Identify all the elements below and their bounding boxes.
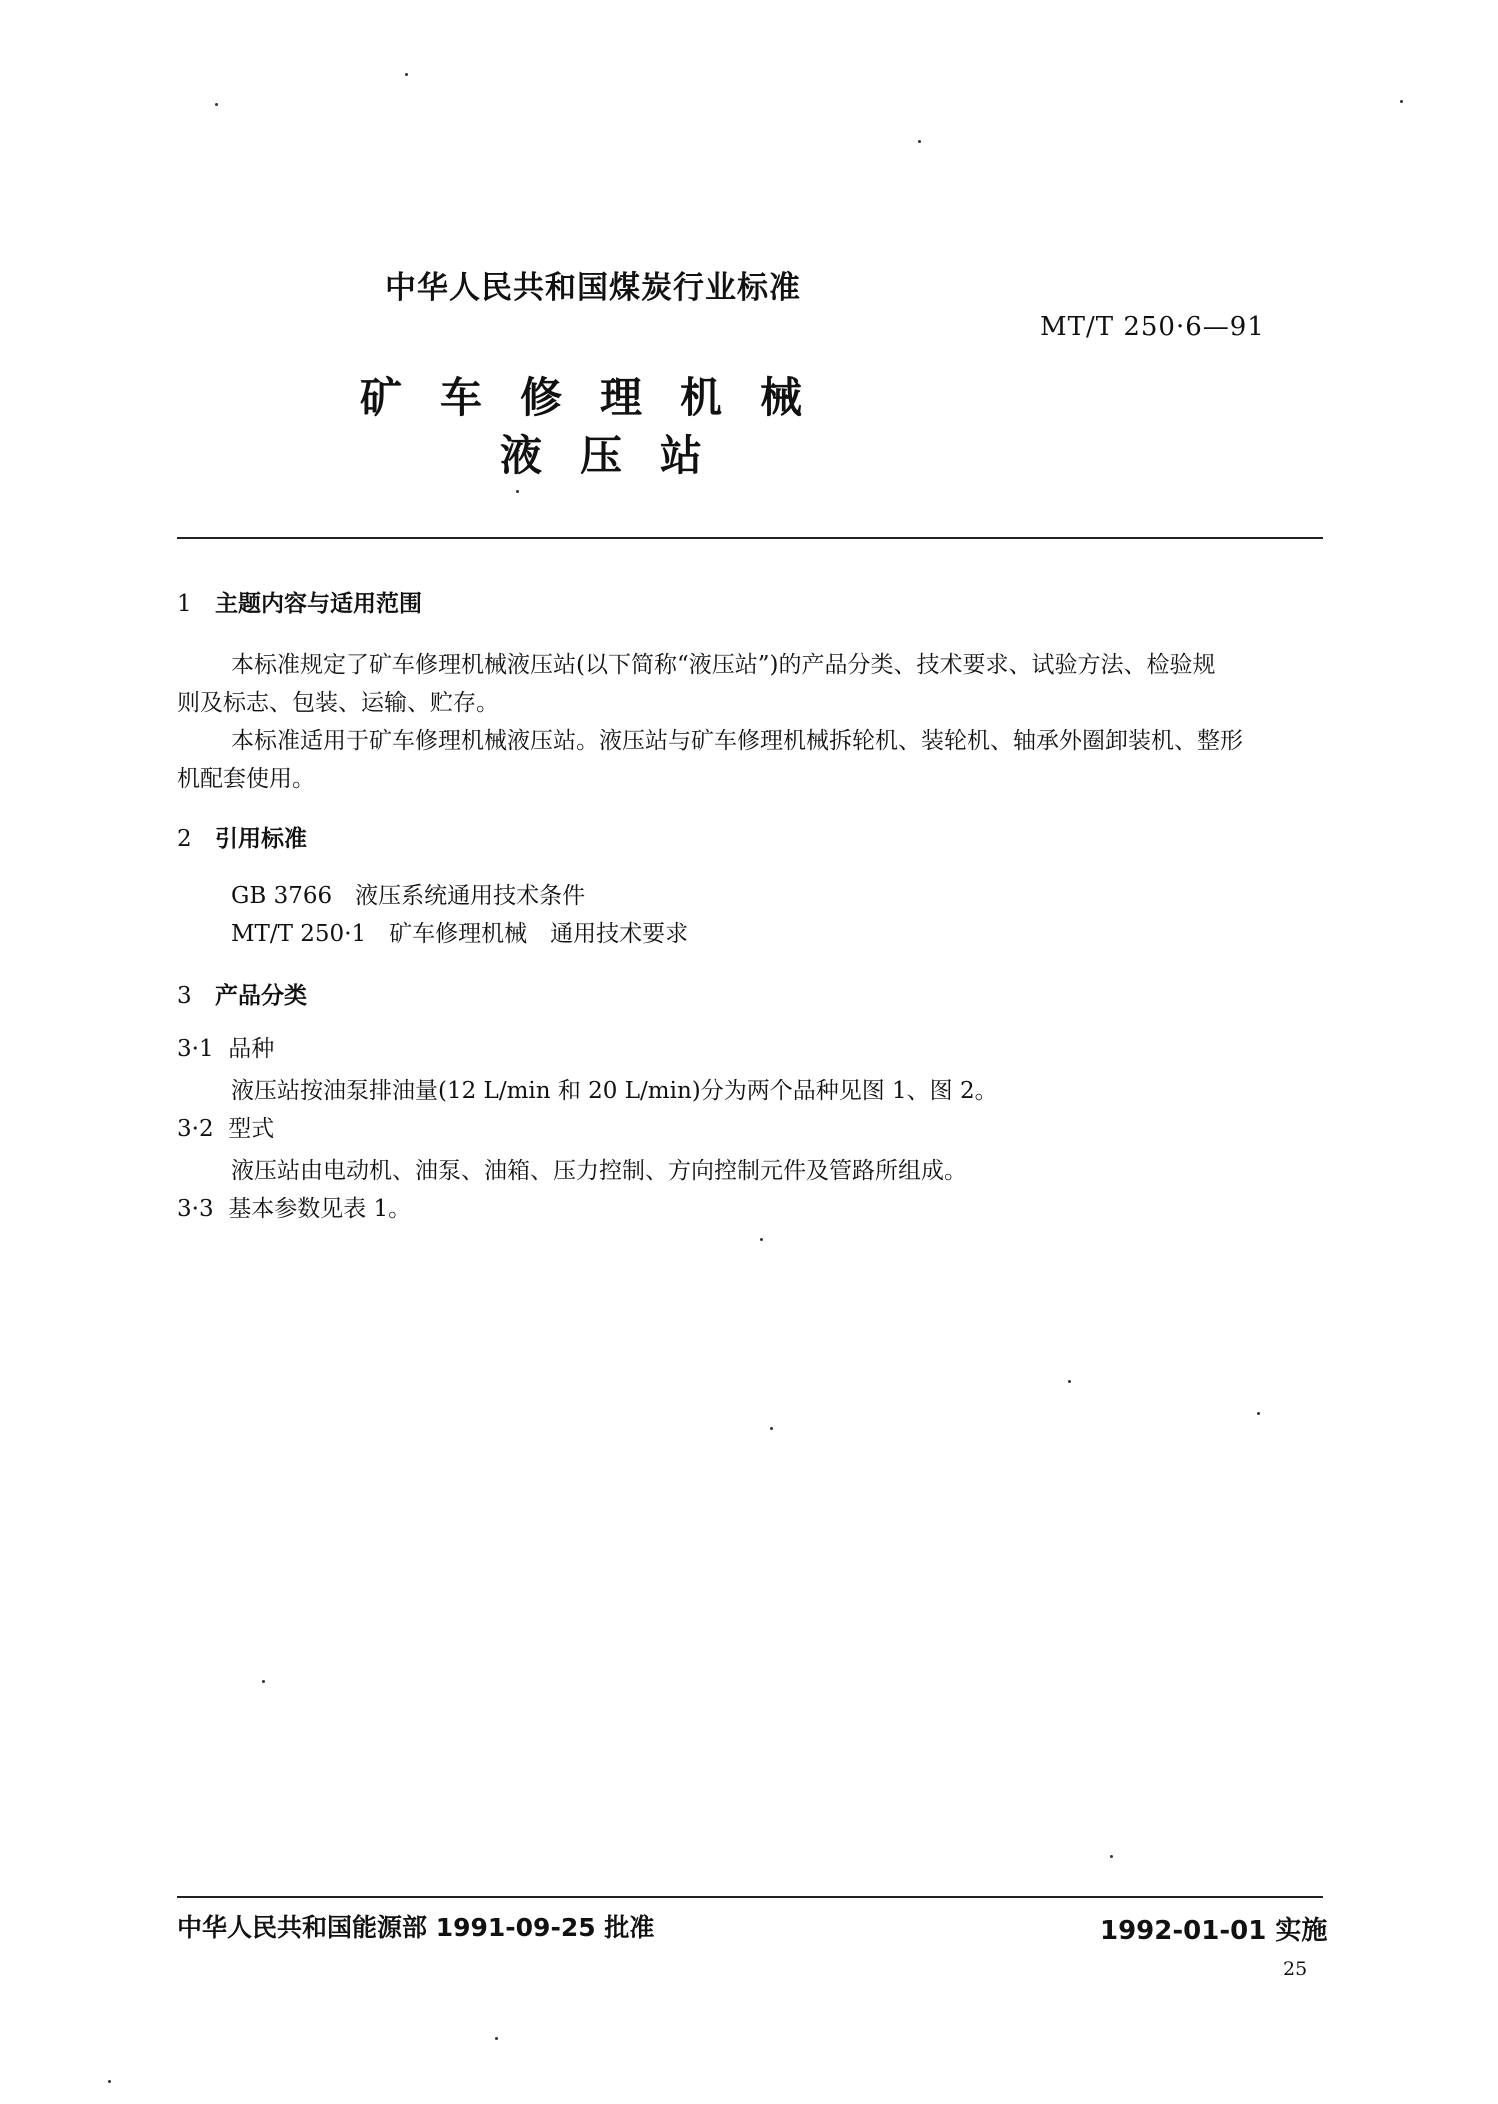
section-1-heading	[177, 585, 422, 618]
document-title-line1: 矿车修理机械	[360, 373, 841, 422]
effective-date: 1992-01-01 实施	[1100, 1916, 1328, 1946]
paragraph-line: 机配套使用。	[177, 766, 315, 792]
scan-speck	[516, 490, 519, 493]
section-number: 1	[177, 591, 192, 617]
header-divider	[177, 537, 1323, 539]
scan-speck	[215, 103, 218, 106]
scan-speck	[1068, 1380, 1071, 1383]
scan-speck	[405, 73, 408, 76]
reference-item: MT/T 250·1 矿车修理机械 通用技术要求	[231, 921, 689, 947]
page-number: 25	[1283, 1958, 1308, 1980]
section-number: 3	[177, 983, 192, 1009]
scan-speck	[262, 1680, 265, 1683]
scan-speck	[760, 1238, 763, 1241]
subsection-title: 品种	[228, 1036, 275, 1062]
paragraph-line: 则及标志、包装、运输、贮存。	[177, 690, 499, 716]
paragraph-line: 液压站由电动机、油泵、油箱、压力控制、方向控制元件及管路所组成。	[231, 1158, 967, 1184]
section-title: 引用标准	[215, 826, 307, 852]
subsection-number: 3·3	[177, 1196, 214, 1222]
subsection-3-2-heading	[177, 1110, 274, 1148]
reference-item: GB 3766 液压系统通用技术条件	[231, 883, 586, 909]
standard-code: MT/T 250·6—91	[1040, 312, 1265, 342]
subsection-3-3-heading	[177, 1190, 411, 1228]
paragraph-line: 液压站按油泵排油量(12 L/min 和 20 L/min)分为两个品种见图 1、图 2。	[231, 1078, 998, 1104]
scan-speck	[1257, 1412, 1260, 1415]
paragraph-line: 本标准适用于矿车修理机械液压站。液压站与矿车修理机械拆轮机、装轮机、轴承外圈卸装机、整形	[231, 728, 1243, 754]
scan-speck	[495, 2037, 498, 2040]
approval-note: 中华人民共和国能源部 1991-09-25 批准	[177, 1913, 655, 1942]
section-number: 2	[177, 826, 192, 852]
scan-speck	[1400, 100, 1403, 103]
scan-speck	[770, 1427, 773, 1430]
subsection-3-1-heading	[177, 1030, 274, 1068]
document-title-line2: 液压站	[500, 431, 741, 480]
section-3-heading	[177, 977, 307, 1010]
subsection-number: 3·2	[177, 1116, 214, 1142]
footer-divider	[177, 1896, 1323, 1898]
section-2-heading	[177, 820, 307, 853]
subsection-number: 3·1	[177, 1036, 214, 1062]
subsection-text: 基本参数见表 1。	[228, 1196, 412, 1222]
paragraph-line: 本标准规定了矿车修理机械液压站(以下简称“液压站”)的产品分类、技术要求、试验方法、检验规	[231, 652, 1216, 678]
scan-speck	[108, 2080, 111, 2083]
scan-speck	[1110, 1855, 1113, 1858]
subsection-title: 型式	[228, 1116, 275, 1142]
scan-speck	[918, 140, 921, 143]
issuing-body-header: 中华人民共和国煤炭行业标准	[385, 270, 801, 306]
section-title: 产品分类	[215, 983, 307, 1009]
section-title: 主题内容与适用范围	[215, 591, 422, 617]
